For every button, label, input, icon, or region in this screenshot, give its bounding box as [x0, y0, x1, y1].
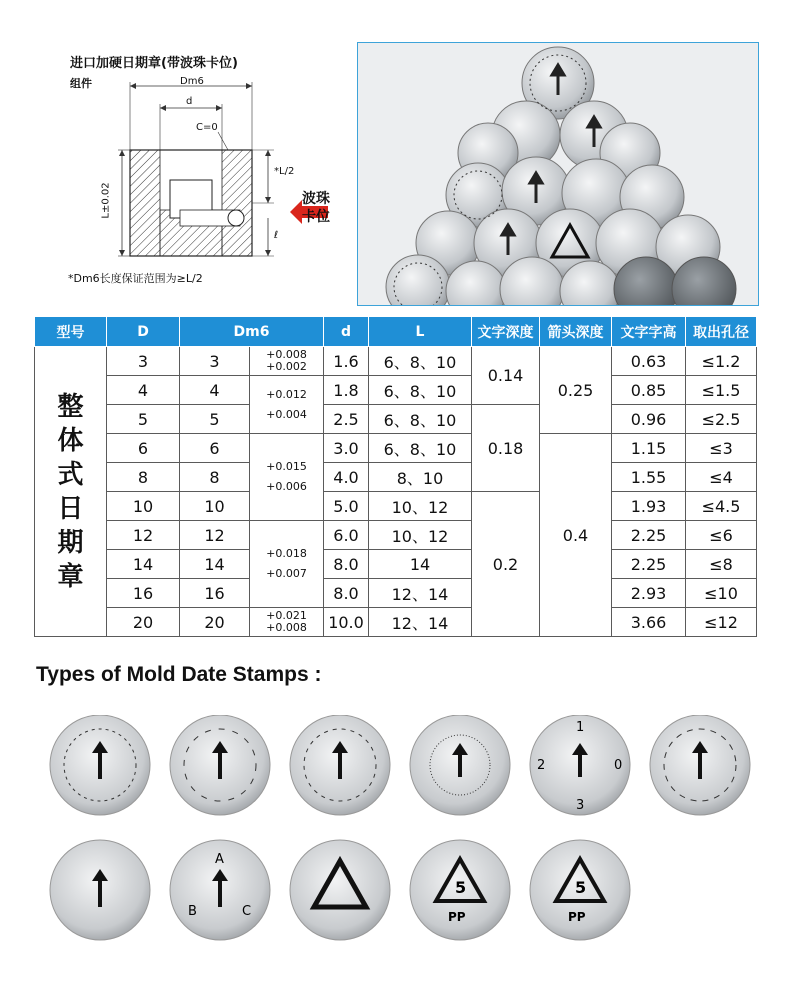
cell-text-height: 3.66 — [612, 608, 686, 637]
table-row — [35, 492, 757, 521]
recycle-number-2: 5 — [575, 878, 587, 897]
cell-hole: ≤1.2 — [686, 347, 757, 376]
cell-dm6: 16 — [180, 579, 250, 608]
cell-tolerance: +0.018 +0.007 — [250, 521, 324, 608]
cell-text-height: 0.96 — [612, 405, 686, 434]
stamp-dial-year — [170, 715, 270, 815]
label-dm6: Dm6 — [180, 76, 204, 87]
table-row — [35, 608, 757, 637]
quad-right: 0 — [614, 758, 623, 773]
spec-table — [34, 316, 757, 637]
product-photo — [357, 42, 759, 306]
label-d: d — [186, 96, 193, 107]
cell-text-height: 1.15 — [612, 434, 686, 463]
cell-dm6: 20 — [180, 608, 250, 637]
stamp-dial-ticks — [410, 715, 510, 815]
table-row — [35, 434, 757, 463]
cell-d-inner: 3.0 — [324, 434, 369, 463]
cell-length: 8、10 — [369, 463, 472, 492]
cell-d: 5 — [107, 405, 180, 434]
stamp-arrow — [50, 840, 150, 940]
cell-d: 8 — [107, 463, 180, 492]
cell-d-inner: 8.0 — [324, 579, 369, 608]
abc-b: B — [188, 904, 197, 919]
recycle-code-2: PP — [568, 910, 586, 924]
table-row — [35, 347, 757, 376]
cell-hole: ≤2.5 — [686, 405, 757, 434]
cell-text-height: 0.63 — [612, 347, 686, 376]
cell-d-inner: 10.0 — [324, 608, 369, 637]
label-l-tol: L±0.02 — [100, 182, 112, 219]
header-hole-diameter: 取出孔径 — [686, 317, 757, 347]
cell-text-depth: 0.2 — [472, 492, 540, 637]
drawing-note: *Dm6长度保证范围为≥L/2 — [68, 272, 203, 285]
cell-length: 12、14 — [369, 579, 472, 608]
cell-tolerance: +0.012 +0.004 — [250, 376, 324, 434]
cell-tolerance: +0.015 +0.006 — [250, 434, 324, 521]
cell-d: 20 — [107, 608, 180, 637]
stamp-dial-half — [650, 715, 750, 815]
header-text-height: 文字字高 — [612, 317, 686, 347]
cell-dm6: 14 — [180, 550, 250, 579]
cell-d-inner: 5.0 — [324, 492, 369, 521]
cell-d: 12 — [107, 521, 180, 550]
drawing-title: 进口加硬日期章(带波珠卡位) — [70, 56, 238, 71]
cell-length: 6、8、10 — [369, 376, 472, 405]
cell-text-height: 2.25 — [612, 521, 686, 550]
cell-dm6: 6 — [180, 434, 250, 463]
series-label: 整 体 式 日 期 章 — [35, 347, 107, 637]
table-row — [35, 405, 757, 434]
cell-d-inner: 2.5 — [324, 405, 369, 434]
cell-text-height: 1.55 — [612, 463, 686, 492]
stamp-pyramid-image — [358, 43, 758, 305]
stamp-abc — [170, 840, 270, 940]
label-l-small: ℓ — [274, 230, 279, 241]
header-dm6: Dm6 — [180, 317, 324, 347]
cell-d: 10 — [107, 492, 180, 521]
quad-top: 1 — [576, 720, 585, 735]
cell-hole: ≤8 — [686, 550, 757, 579]
stamp-recycle-pp — [410, 840, 510, 940]
cell-dm6: 4 — [180, 376, 250, 405]
label-l-half: *L/2 — [274, 166, 295, 177]
abc-a: A — [215, 852, 224, 867]
table-row — [35, 521, 757, 550]
cell-text-height: 2.25 — [612, 550, 686, 579]
cell-d: 6 — [107, 434, 180, 463]
header-arrow-depth: 箭头深度 — [540, 317, 612, 347]
cell-hole: ≤1.5 — [686, 376, 757, 405]
section-title: Types of Mold Date Stamps : — [36, 663, 322, 686]
abc-c: C — [242, 904, 252, 919]
cell-hole: ≤4.5 — [686, 492, 757, 521]
cell-hole: ≤10 — [686, 579, 757, 608]
header-d-outer: D — [107, 317, 180, 347]
cell-dm6: 8 — [180, 463, 250, 492]
header-d-inner: d — [324, 317, 369, 347]
header-model: 型号 — [35, 317, 107, 347]
cell-d: 3 — [107, 347, 180, 376]
cell-hole: ≤6 — [686, 521, 757, 550]
stamp-quad — [530, 715, 630, 815]
cell-length: 14 — [369, 550, 472, 579]
cell-d: 14 — [107, 550, 180, 579]
cell-text-height: 1.93 — [612, 492, 686, 521]
cell-length: 6、8、10 — [369, 434, 472, 463]
cell-dm6: 5 — [180, 405, 250, 434]
stamp-recycle-plain — [290, 840, 390, 940]
stamp-recycle-pp-2 — [530, 840, 630, 940]
cell-d-inner: 1.6 — [324, 347, 369, 376]
cell-text-height: 2.93 — [612, 579, 686, 608]
cell-dm6: 10 — [180, 492, 250, 521]
cell-tolerance: +0.008 +0.002 — [250, 347, 324, 376]
cell-length: 10、12 — [369, 521, 472, 550]
cell-dm6: 3 — [180, 347, 250, 376]
table-row — [35, 463, 757, 492]
cell-d-inner: 6.0 — [324, 521, 369, 550]
cell-d: 4 — [107, 376, 180, 405]
header-text-depth: 文字深度 — [472, 317, 540, 347]
stamp-dial-year-month — [50, 715, 150, 815]
cell-length: 6、8、10 — [369, 347, 472, 376]
quad-bottom: 3 — [576, 798, 585, 813]
cell-text-depth: 0.18 — [472, 405, 540, 492]
table-row — [35, 376, 757, 405]
stamp-dial-month — [290, 715, 390, 815]
cell-arrow-depth: 0.4 — [540, 434, 612, 637]
drawing-subtitle: 组件 — [70, 77, 92, 90]
stamp-types-gallery — [30, 715, 770, 945]
callout-label — [302, 190, 330, 226]
cell-d-inner: 1.8 — [324, 376, 369, 405]
cell-dm6: 12 — [180, 521, 250, 550]
technical-drawing — [30, 40, 350, 300]
cell-d-inner: 4.0 — [324, 463, 369, 492]
cell-d: 16 — [107, 579, 180, 608]
cell-length: 12、14 — [369, 608, 472, 637]
label-c: C=0 — [196, 122, 218, 133]
cell-d-inner: 8.0 — [324, 550, 369, 579]
recycle-code: PP — [448, 910, 466, 924]
table-row — [35, 550, 757, 579]
recycle-number: 5 — [455, 878, 467, 897]
cell-length: 10、12 — [369, 492, 472, 521]
cell-arrow-depth: 0.25 — [540, 347, 612, 434]
header-length: L — [369, 317, 472, 347]
cell-hole: ≤12 — [686, 608, 757, 637]
cell-hole: ≤4 — [686, 463, 757, 492]
cell-text-height: 0.85 — [612, 376, 686, 405]
callout-line-1: 波珠 — [302, 191, 330, 207]
stamp-types-image — [30, 715, 770, 945]
table-header-row — [35, 317, 757, 347]
callout-line-2: 卡位 — [302, 209, 330, 225]
cell-text-depth: 0.14 — [472, 347, 540, 405]
table-row — [35, 579, 757, 608]
quad-left: 2 — [537, 758, 546, 773]
cell-length: 6、8、10 — [369, 405, 472, 434]
cell-tolerance: +0.021 +0.008 — [250, 608, 324, 637]
cell-hole: ≤3 — [686, 434, 757, 463]
